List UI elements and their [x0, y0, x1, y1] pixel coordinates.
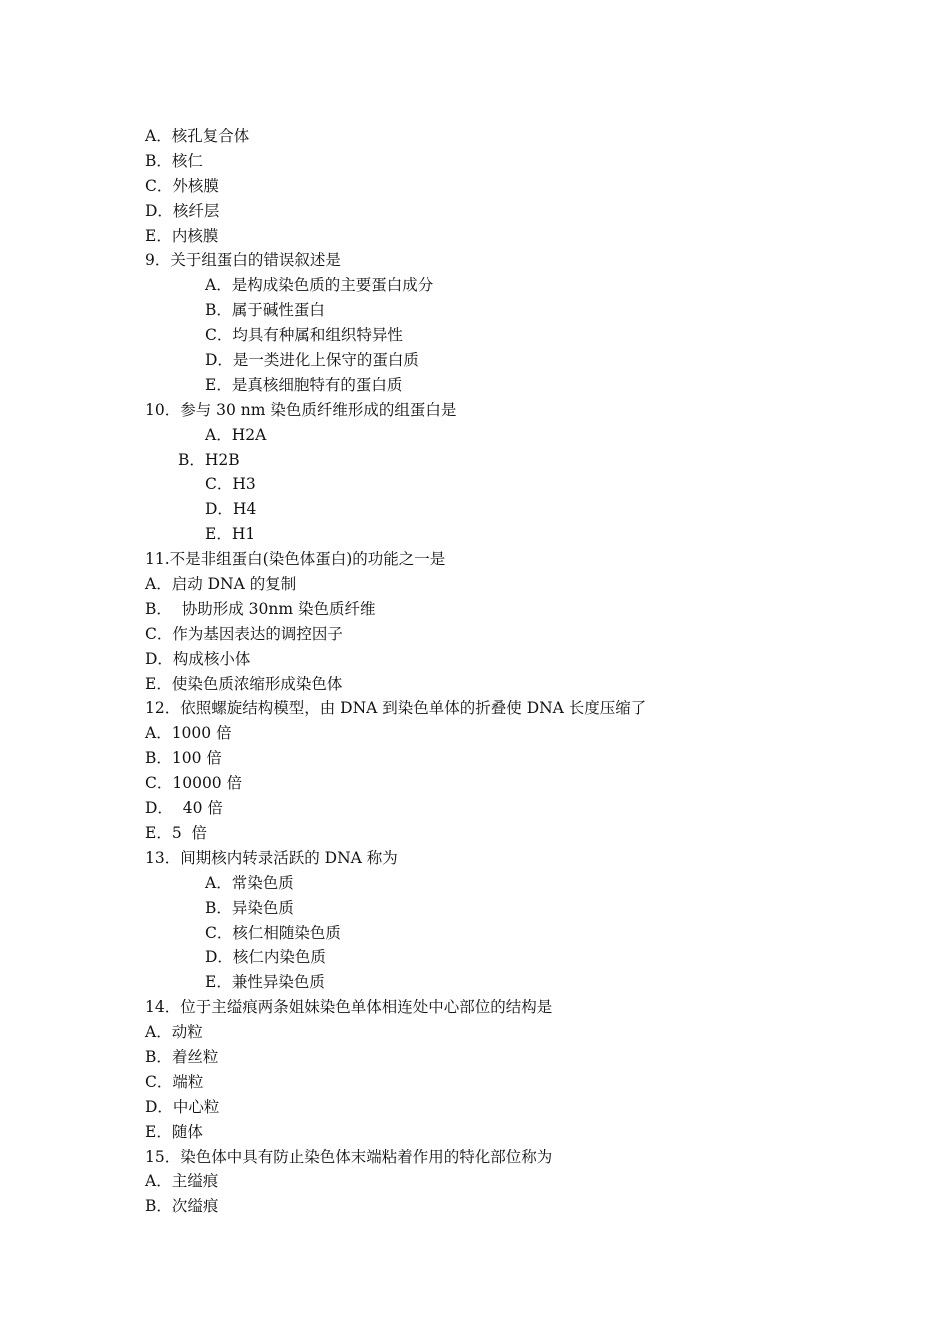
- answer-option: B．H2B: [178, 450, 240, 469]
- answer-option: D．是一类进化上保守的蛋白质: [205, 351, 419, 370]
- question-stem: 14．位于主缢痕两条姐妹染色单体相连处中心部位的结构是: [145, 998, 553, 1017]
- question-stem: 12．依照螺旋结构模型，由 DNA 到染色单体的折叠使 DNA 长度压缩了: [145, 699, 647, 718]
- answer-option: B． 协助形成 30nm 染色质纤维: [145, 599, 376, 618]
- answer-option: B．异染色质: [205, 898, 294, 917]
- answer-option: E．内核膜: [145, 226, 219, 245]
- answer-option: B．100 倍: [145, 749, 222, 768]
- answer-option: A．核孔复合体: [145, 127, 250, 145]
- answer-option: D．中心粒: [145, 1097, 220, 1116]
- answer-option: A．常染色质: [205, 873, 294, 892]
- document-page: [145, 124, 845, 1219]
- answer-option: E．是真核细胞特有的蛋白质: [205, 375, 403, 394]
- answer-option: E．5 倍: [145, 823, 208, 842]
- answer-option: C．H3: [205, 475, 256, 494]
- question-stem: 10．参与 30 nm 染色质纤维形成的组蛋白是: [145, 400, 457, 419]
- answer-option: C．均具有种属和组织特异性: [205, 326, 403, 345]
- answer-option: B．核仁: [145, 151, 203, 170]
- answer-option: C．10000 倍: [145, 774, 243, 793]
- question-stem: 13．间期核内转录活跃的 DNA 称为: [145, 848, 398, 867]
- answer-option: E．使染色质浓缩形成染色体: [145, 674, 343, 693]
- question-stem: 9．关于组蛋白的错误叙述是: [145, 251, 341, 270]
- question-stem: 15．染色体中具有防止染色体末端粘着作用的特化部位称为: [145, 1147, 553, 1166]
- question-stem: 11.不是非组蛋白(染色体蛋白)的功能之一是: [145, 550, 446, 569]
- answer-option: B．次缢痕: [145, 1197, 219, 1216]
- answer-option: A．H2A: [205, 425, 267, 444]
- answer-option: C．核仁相随染色质: [205, 923, 341, 942]
- answer-option: D． 40 倍: [145, 799, 223, 818]
- answer-option: D．H4: [205, 500, 257, 519]
- answer-option: C．端粒: [145, 1072, 204, 1091]
- answer-option: E．兼性异染色质: [205, 973, 325, 992]
- answer-option: D．核仁内染色质: [205, 948, 326, 967]
- answer-option: D．构成核小体: [145, 649, 251, 668]
- answer-option: C．外核膜: [145, 176, 219, 195]
- answer-option: B．属于碱性蛋白: [205, 301, 325, 320]
- answer-option: A．是构成染色质的主要蛋白成分: [205, 276, 434, 295]
- answer-option: A．1000 倍: [145, 724, 232, 743]
- answer-option: A．启动 DNA 的复制: [145, 575, 297, 594]
- answer-option: B．着丝粒: [145, 1047, 219, 1066]
- answer-option: E．H1: [205, 525, 256, 544]
- answer-option: A．动粒: [145, 1023, 203, 1042]
- answer-option: E．随体: [145, 1122, 203, 1141]
- answer-option: A．主缢痕: [145, 1172, 219, 1191]
- answer-option: C．作为基因表达的调控因子: [145, 624, 343, 643]
- answer-option: D．核纤层: [145, 201, 220, 220]
